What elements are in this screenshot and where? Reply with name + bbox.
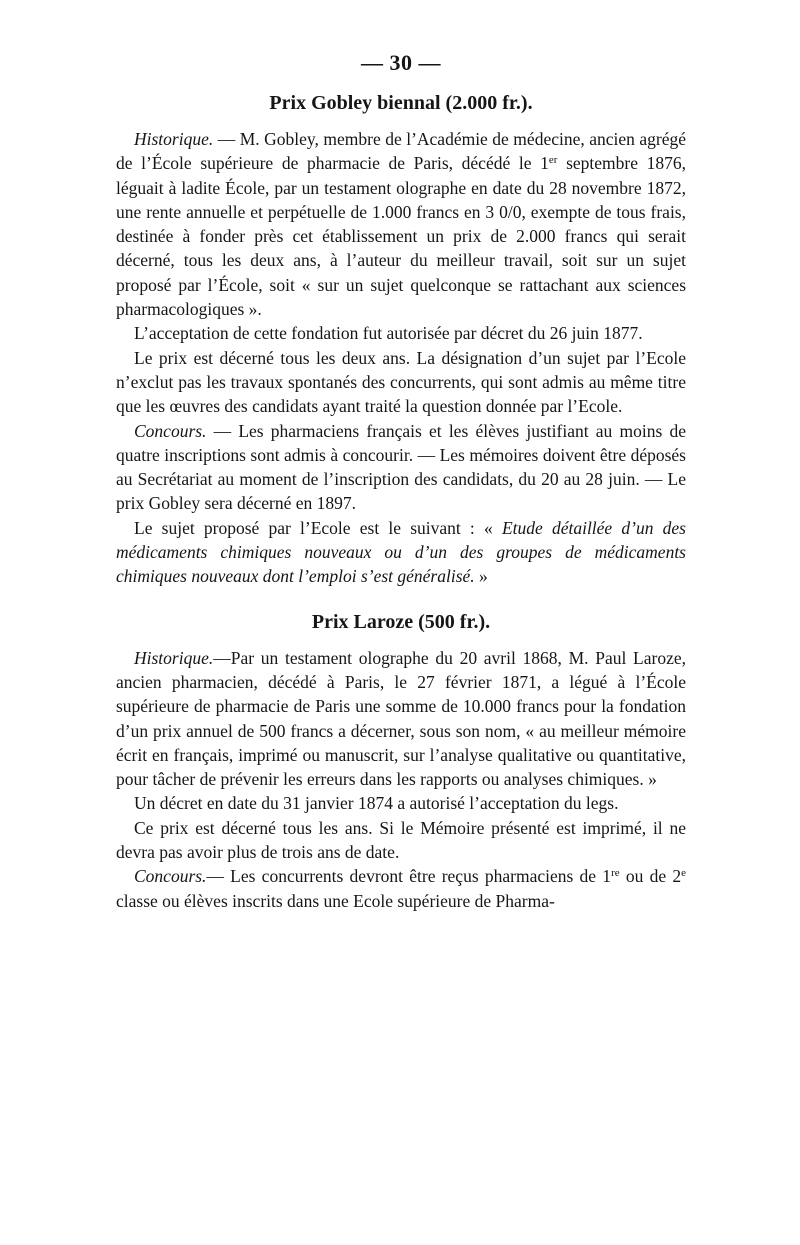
paragraph-lead: Concours. xyxy=(134,866,207,887)
paragraph-lead: Concours. xyxy=(134,420,207,441)
paragraph-text: — Les pharmaciens français et les élèves justifiant au moins de quatre inscriptions sont admis à concourir. — Les mémoires doivent être déposés au Secrétariat au moment de l’inscription des candidats, du 20 au 28 juin. — Le prix Gobley sera décerné en 1897. xyxy=(116,420,686,514)
paragraph-text-continued: septembre 1876, léguait à ladite École, par un testament olographe en date du 28 novembre 1872, une rente annuelle et perpétuelle de 1.000 francs en 3 0/0, exempte de tous frais, destinée à fonder près cet établissement un prix de 2.000 francs qui serait décerné, tous les deux ans, à l’auteur du meilleur travail, soit sur un sujet proposé par l’École, soit « sur un sujet quelconque se rattachant aux sciences pharmacologiques ». xyxy=(116,153,686,320)
paragraph-text: L’acceptation de cette fondation fut autorisée par décret du 26 juin 1877. xyxy=(134,323,643,344)
section-title-prix-laroze: Prix Laroze (500 fr.). xyxy=(311,610,491,633)
paragraph-text: Un décret en date du 31 janvier 1874 a autorisé l’acceptation du legs. xyxy=(134,793,619,814)
quoted-subject: Etude détaillée d’un des médicaments chimiques nouveaux ou d’un des groupes de médicaments chimiques nouveaux dont l’emploi s’est généralisé. xyxy=(116,517,686,587)
paragraph-gobley-concours xyxy=(116,419,686,516)
paragraph-text-continued: » xyxy=(474,566,488,587)
paragraph-laroze-concours xyxy=(116,864,686,913)
paragraph-text: —Par un testament olographe du 20 avril 1868, M. Paul Laroze, ancien pharmacien, décédé à Paris, le 27 février 1871, a légué à l’École supérieure de pharmacie de Paris une somme de 10.000 francs pour la fondation d’un prix annuel de 500 francs a décerner, sous son nom, « au meilleur mémoire écrit en français, imprimé ou manuscrit, sur l’analyse qualitative ou quantitative, pour tâcher de prévenir les erreurs dans les rapports ou analyses chimiques. » xyxy=(116,647,686,790)
paragraph-lead: Historique. xyxy=(134,129,214,149)
paragraph-text-continued: classe ou élèves inscrits dans une Ecole supérieure de Pharma- xyxy=(116,890,555,911)
paragraph-laroze-decerne xyxy=(116,816,686,865)
paragraph-gobley-sujet xyxy=(116,516,686,589)
superscript: e xyxy=(681,867,686,880)
superscript: re xyxy=(611,867,620,880)
section-title-prix-gobley: Prix Gobley biennal (2.000 fr.). xyxy=(269,92,533,114)
paragraph-gobley-decerne xyxy=(116,346,686,419)
paragraph-text: Le prix est décerné tous les deux ans. La désignation d’un sujet par l’Ecole n’exclut pas les travaux spontanés des concurrents, qui sont admis au même titre que les œuvres des candidats ayant traité la question donnée par l’Ecole. xyxy=(116,347,686,417)
superscript: er xyxy=(548,154,558,167)
paragraph-gobley-acceptation xyxy=(116,321,686,345)
paragraph-laroze-decret xyxy=(116,791,686,815)
paragraph-laroze-historique xyxy=(116,646,686,792)
paragraph-lead: Historique. xyxy=(134,647,214,668)
paragraph-text: Le sujet proposé par l’Ecole est le suivant : « xyxy=(134,517,502,538)
paragraph-text-continued: ou de 2 xyxy=(619,866,682,887)
document-page xyxy=(116,50,686,913)
paragraph-gobley-historique xyxy=(116,127,686,321)
paragraph-text: — M. Gobley, membre de l’Académie de médecine, ancien agrégé de l’École supérieure de pharmacie de Paris, décédé le 1 xyxy=(116,129,686,174)
paragraph-text: Ce prix est décerné tous les ans. Si le Mémoire présenté est imprimé, il ne devra pas avoir plus de trois ans de date. xyxy=(116,817,686,863)
page-number: — 30 — xyxy=(361,50,441,75)
paragraph-text: — Les concurrents devront être reçus pharmaciens de 1 xyxy=(206,866,612,887)
